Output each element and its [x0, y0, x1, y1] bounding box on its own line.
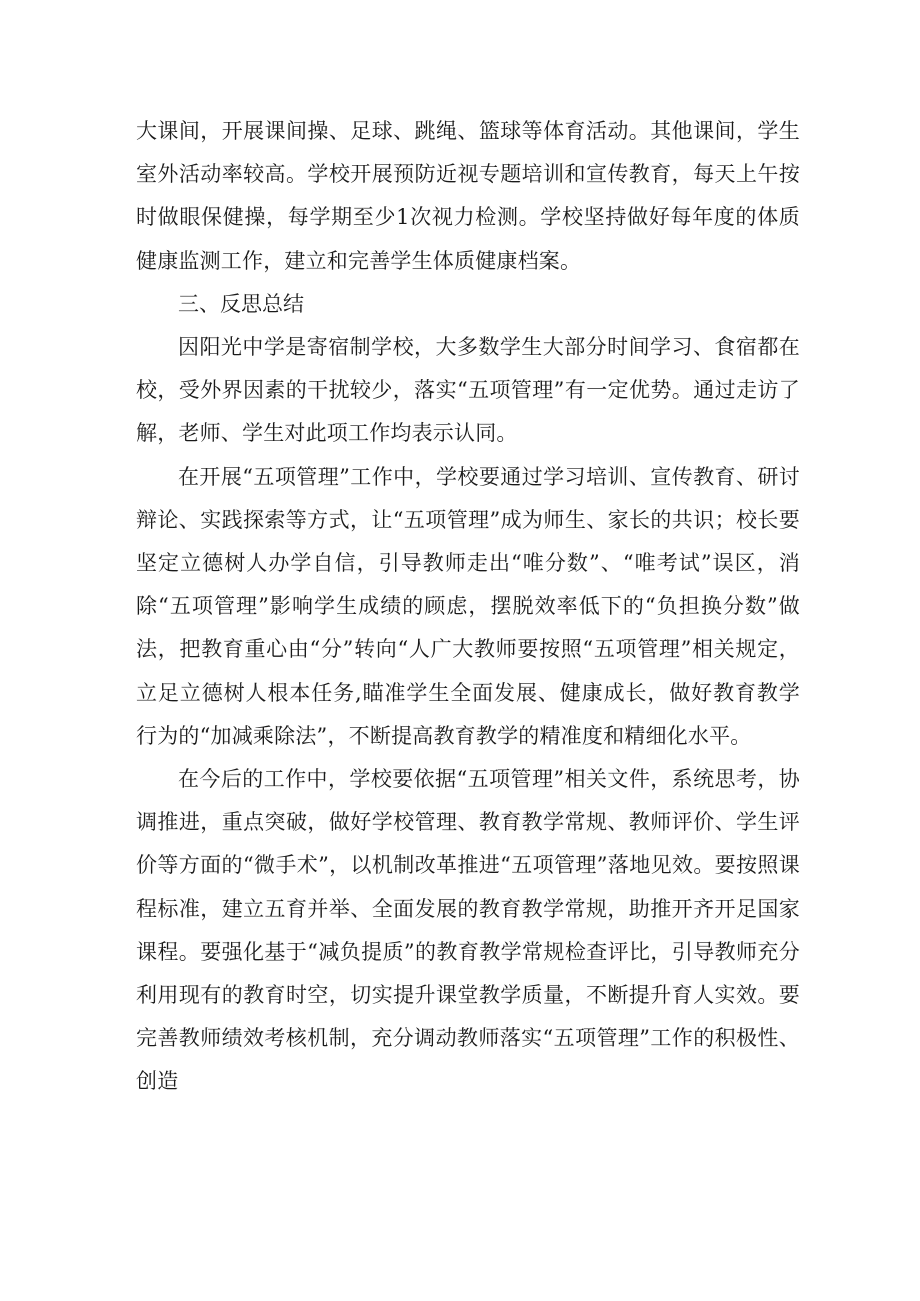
section-heading-reflection: 三、反思总结 [178, 291, 304, 316]
paragraph-boarding-school: 因阳光中学是寄宿制学校，大多数学生大部分时间学习、食宿都在校，受外界因素的干扰较少，落实“五项管理”有一定优势。通过走访了解，老师、学生对此项工作均表示认同。 [136, 335, 800, 446]
document-body [136, 110, 800, 1104]
paragraph-five-management-work: 在开展“五项管理”工作中，学校要通过学习培训、宣传教育、研讨辩论、实践探索等方式，让“五项管理”成为师生、家长的共识；校长要坚定立德树人办学自信，引导教师走出“唯分数”、“唯考试”误区，消除“五项管理”影响学生成绩的顾虑，摆脱效率低下的“负担换分数”做法，把教育重心由“分”转向“人广大教师要按照“五项管理”相关规定，立足立德树人根本任务,瞄准学生全面发展、健康成长，做好教育教学行为的“加减乘除法”，不断提高教育教学的精准度和精细化水平。 [136, 464, 800, 748]
paragraph-future-work: 在今后的工作中，学校要依据“五项管理”相关文件，系统思考，协调推进，重点突破，做好学校管理、教育教学常规、教师评价、学生评价等方面的“微手术”，以机制改革推进“五项管理”落地见效。要按照课程标准，建立五育并举、全面发展的教育教学常规，助推开齐开足国家课程。要强化基于“减负提质”的教育教学常规检查评比，引导教师充分利用现有的教育时空，切实提升课堂教学质量，不断提升育人实效。要完善教师绩效考核机制，充分调动教师落实“五项管理”工作的积极性、创造 [136, 767, 800, 1094]
paragraph-activities: 大课间，开展课间操、足球、跳绳、篮球等体育活动。其他课间，学生室外活动率较高。学校开展预防近视专题培训和宣传教育，每天上午按时做眼保健操，每学期至少1次视力检测。学校坚持做好每年度的体质健康监测工作，建立和完善学生体质健康档案。 [136, 119, 800, 273]
